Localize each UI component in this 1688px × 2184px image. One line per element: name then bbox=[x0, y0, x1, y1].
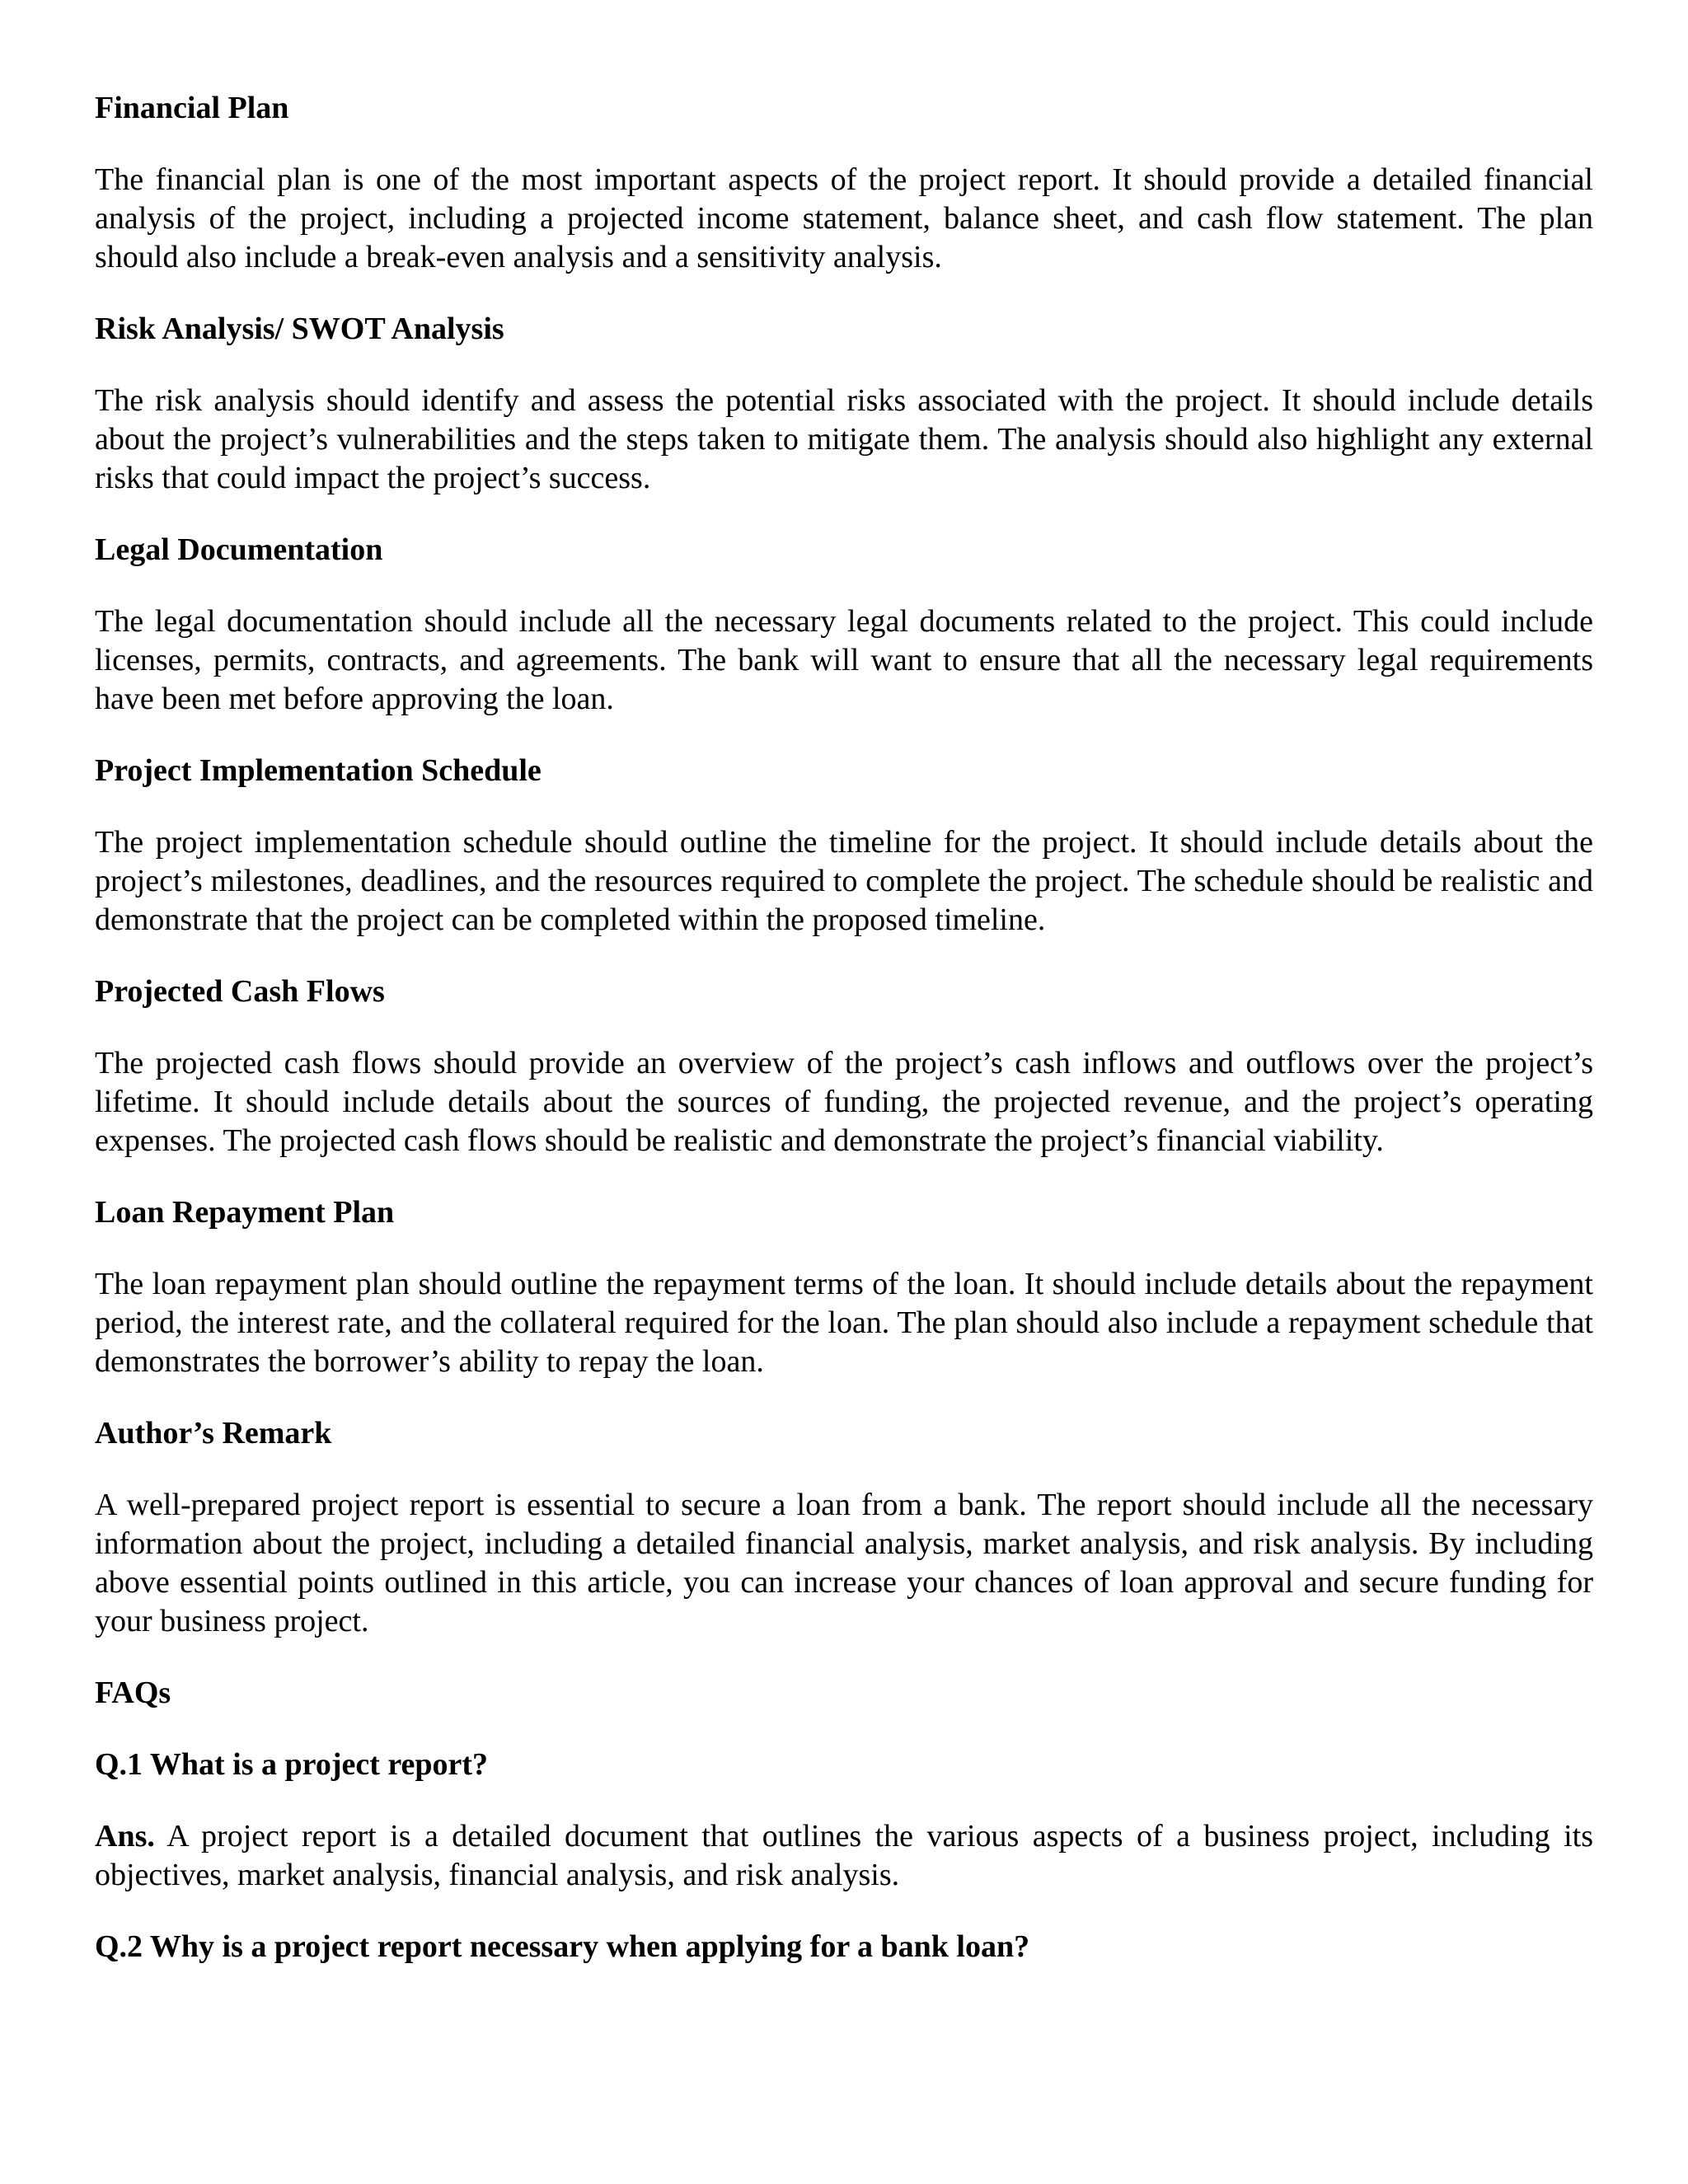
faq-question-1: Q.1 What is a project report? bbox=[95, 1747, 489, 1782]
section-body: The project implementation schedule should outline the timeline for the project. It should include details about the project’s milestones, deadlines, and the resources required to complete the project. The schedule should be realistic and demonstrate that the project can be completed within the proposed timeline. bbox=[95, 825, 1593, 937]
section-heading: Legal Documentation bbox=[95, 532, 383, 567]
section-heading: Projected Cash Flows bbox=[95, 974, 385, 1009]
section-heading: Loan Repayment Plan bbox=[95, 1195, 395, 1230]
section-body: The risk analysis should identify and assess the potential risks associated with the project. It should include details about the project’s vulnerabilities and the steps taken to mitigate them. The analysis should also highlight any external risks that could impact the project’s success. bbox=[95, 383, 1593, 495]
section-heading: Risk Analysis/ SWOT Analysis bbox=[95, 312, 504, 346]
section-implementation-schedule bbox=[95, 752, 1593, 940]
section-projected-cash-flows bbox=[95, 972, 1593, 1160]
section-body: A well-prepared project report is essential to secure a loan from a bank. The report should include all the necessary information about the project, including a detailed financial analysis, market analysis, and risk analysis. By including above essential points outlined in this article, you can increase your chances of loan approval and secure funding for your business project. bbox=[95, 1488, 1593, 1638]
section-loan-repayment-plan bbox=[95, 1193, 1593, 1381]
section-heading: Financial Plan bbox=[95, 91, 289, 125]
section-body: The legal documentation should include all the necessary legal documents related to the project. This could include licenses, permits, contracts, and agreements. The bank will want to ensure that all the necessary legal requirements have been met before approving the loan. bbox=[95, 604, 1593, 716]
document-page bbox=[95, 89, 1593, 1999]
section-legal-documentation bbox=[95, 531, 1593, 719]
section-body: The financial plan is one of the most important aspects of the project report. It should provide a detailed financial analysis of the project, including a projected income statement, balance sheet, and cash flow statement. The plan should also include a break-even analysis and a sensitivity analysis. bbox=[95, 162, 1593, 274]
section-authors-remark bbox=[95, 1414, 1593, 1641]
section-financial-plan bbox=[95, 89, 1593, 277]
section-body: The loan repayment plan should outline the repayment terms of the loan. It should include details about the repayment period, the interest rate, and the collateral required for the loan. The plan should also include a repayment schedule that demonstrates the borrower’s ability to repay the loan. bbox=[95, 1267, 1593, 1379]
answer-text: A project report is a detailed document that outlines the various aspects of a business project, including its objectives, market analysis, financial analysis, and risk analysis. bbox=[95, 1819, 1593, 1892]
section-body: The projected cash flows should provide an overview of the project’s cash inflows and outflows over the project’s lifetime. It should include details about the sources of funding, the projected revenue, and the project’s operating expenses. The projected cash flows should be realistic and demonstrate the project’s financial viability. bbox=[95, 1046, 1593, 1158]
answer-label: Ans. bbox=[95, 1819, 155, 1854]
faq-answer-1 bbox=[95, 1817, 1593, 1895]
section-faqs bbox=[95, 1674, 1593, 1966]
section-heading: Author’s Remark bbox=[95, 1416, 332, 1451]
section-heading: Project Implementation Schedule bbox=[95, 753, 542, 788]
faq-question-2: Q.2 Why is a project report necessary when applying for a bank loan? bbox=[95, 1929, 1030, 1964]
faqs-heading: FAQs bbox=[95, 1675, 171, 1710]
section-risk-analysis bbox=[95, 310, 1593, 498]
